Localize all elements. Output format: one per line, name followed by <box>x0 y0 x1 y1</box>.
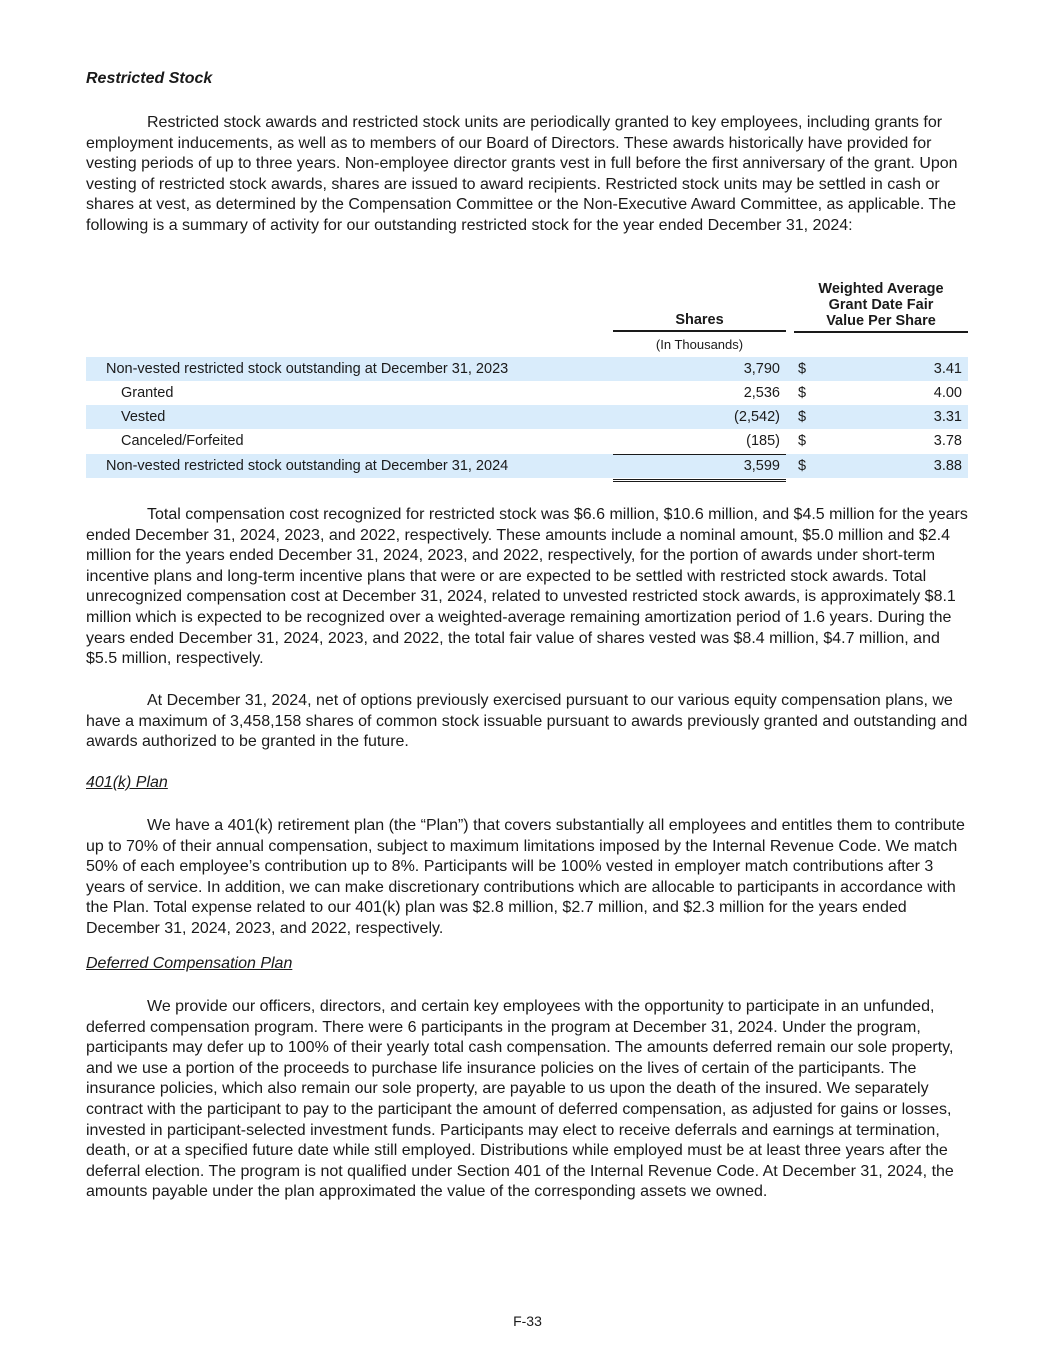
total-rule-double <box>613 479 786 482</box>
row-label: Non-vested restricted stock outstanding at December 31, 2024 <box>106 458 509 474</box>
page-number: F-33 <box>513 1313 542 1329</box>
restricted-stock-intro-paragraph: Restricted stock awards and restricted stock units are periodically granted to key employees, including grants for employment inducements, as well as to members of our Board of Directors. These awards historically have provided for vesting periods of up to three years. Non-employee director grants vest in full before the first anniversary of the grant. Upon vesting of restricted stock awards, shares are issued to award recipients. Restricted stock units may be settled in cash or shares at vest, as determined by the Compensation Committee or the Non-Executive Award Committee, as applicable. The following is a summary of activity for our outstanding restricted stock for the year ended December 31, 2024: <box>86 114 958 234</box>
subheading-deferred-compensation: Deferred Compensation Plan <box>86 955 293 972</box>
row-shares: (2,542) <box>734 409 780 425</box>
row-shares: 3,599 <box>743 458 780 474</box>
row-shares: (185) <box>746 433 780 449</box>
table-row <box>86 429 968 453</box>
row-dollar-sign: $ <box>798 433 807 449</box>
compensation-cost-paragraph: Total compensation cost recognized for restricted stock was $6.6 million, $10.6 million, and $4.5 million for the years ended December 31, 2024, 2023, and 2022, respectively. These amounts include a nominal amount, $5.0 million and $2.4 million for the years ended December 31, 2024, 2023, and 2022, respectively, for the portion of awards under short-term incentive plans and long-term incentive plans that were or are expected to be settled with restricted stock awards. Total unrecognized compensation cost at December 31, 2024, related to unvested restricted stock awards, is approximately $8.1 million which is expected to be recognized over a weighted-average remaining amortization period of 1.6 years. During the years ended December 31, 2024, 2023, and 2022, the total fair value of shares vested was $8.4 million, $4.7 million, and $5.5 million, respectively. <box>86 506 968 668</box>
row-value: 3.78 <box>933 433 962 449</box>
deferred-compensation-paragraph: We provide our officers, directors, and certain key employees with the opportunity to participate in an unfunded, deferred compensation program. There were 6 participants in the program at December 31, 2024. Under the program, participants may defer up to 100% of their yearly total cash compensation. The amounts deferred remain our sole property, and we use a portion of the proceeds to purchase life insurance policies on the lives of certain of the participants. The insurance policies, which also remain our sole property, are payable to us upon the death of the insured. We separately contract with the participant to pay to the participant the amount of deferred compensation, as adjusted for gains or losses, invested in participant-selected investment funds. Participants may elect to receive deferrals and earnings at termination, death, or at a specified future date while still employed. Distributions while employed must be at least three years after the deferral election. The program is not qualified under Section 401 of the Internal Revenue Code. At December 31, 2024, the amounts payable under the plan approximated the value of the corresponding assets we owned. <box>86 998 954 1201</box>
table-row <box>86 357 968 381</box>
units-label: (In Thousands) <box>655 337 744 352</box>
plan-401k-paragraph: We have a 401(k) retirement plan (the “Plan”) that covers substantially all employees and entitles them to contribute up to 70% of their annual compensation, subject to maximum limitations imposed by the Internal Revenue Code. We match 50% of each employee’s contribution up to 8%. Participants will be 100% vested in employer match contributions after 3 years of service. In addition, we can make discretionary contributions which are allocable to participants in accordance with the Plan. Total expense related to our 401(k) plan was $2.8 million, $2.7 million, and $2.3 million for the years ended December 31, 2024, 2023, and 2022, respectively. <box>86 817 965 937</box>
row-shares: 3,790 <box>743 361 780 377</box>
row-value: 4.00 <box>933 385 962 401</box>
row-dollar-sign: $ <box>798 385 807 401</box>
row-label: Non-vested restricted stock outstanding at December 31, 2023 <box>106 361 509 377</box>
row-value: 3.88 <box>933 458 962 474</box>
table-row <box>86 381 968 405</box>
row-label: Vested <box>121 409 166 425</box>
row-shares: 2,536 <box>743 385 780 401</box>
column-header-weighted-average: Weighted Average Grant Date Fair Value Per Share <box>794 281 968 333</box>
row-dollar-sign: $ <box>798 409 807 425</box>
row-dollar-sign: $ <box>798 361 807 377</box>
table-row-total <box>86 454 968 478</box>
column-header-shares: Shares <box>613 312 786 332</box>
row-value: 3.31 <box>933 409 962 425</box>
shares-issuable-paragraph: At December 31, 2024, net of options previously exercised pursuant to our various equity compensation plans, we have a maximum of 3,458,158 shares of common stock issuable pursuant to awards previously granted and outstanding and awards authorized to be granted in the future. <box>86 692 968 751</box>
section-title: Restricted Stock <box>86 70 213 87</box>
row-label: Granted <box>121 385 174 401</box>
row-value: 3.41 <box>933 361 962 377</box>
table-row <box>86 405 968 429</box>
row-label: Canceled/Forfeited <box>121 433 244 449</box>
subheading-401k-plan: 401(k) Plan <box>86 774 168 791</box>
row-dollar-sign: $ <box>798 458 807 474</box>
